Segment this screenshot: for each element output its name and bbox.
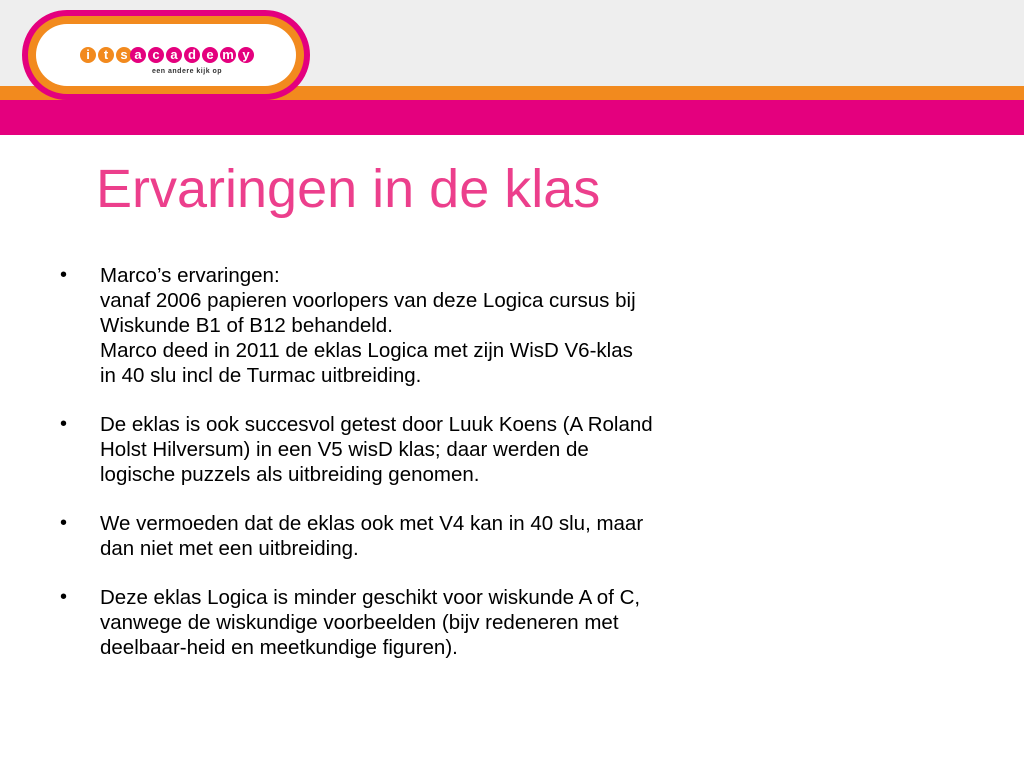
logo-letter: c — [148, 47, 164, 63]
its-academy-logo — [22, 10, 310, 100]
bullet-list — [60, 263, 820, 684]
logo-academy-word — [130, 47, 254, 63]
logo-letter: m — [220, 47, 236, 63]
bullet-symbol: • — [60, 264, 68, 286]
logo-its-word — [80, 47, 132, 63]
logo-letter: y — [238, 47, 254, 63]
bullet-symbol: • — [60, 413, 68, 435]
slide-title: Ervaringen in de klas — [96, 159, 601, 219]
logo-letter: a — [130, 47, 146, 63]
bullet-symbol: • — [60, 586, 68, 608]
pink-header-bar — [0, 100, 1024, 135]
logo-letter: s — [116, 47, 132, 63]
bullet-line: dan niet met een uitbreiding. — [100, 537, 359, 560]
bullet-line: vanwege de wiskundige voorbeelden (bijv redeneren met — [100, 611, 619, 634]
logo-letter: i — [80, 47, 96, 63]
logo-tagline: een andere kijk op — [152, 68, 223, 75]
bullet-line: vanaf 2006 papieren voorlopers van deze Logica cursus bij — [100, 289, 636, 312]
logo-letter: e — [202, 47, 218, 63]
bullet-symbol: • — [60, 512, 68, 534]
bullet-line: Holst Hilversum) in een V5 wisD klas; daar werden de — [100, 438, 589, 461]
bullet-line: We vermoeden dat de eklas ook met V4 kan in 40 slu, maar — [100, 512, 644, 535]
bullet-line: Marco’s ervaringen: — [100, 264, 280, 287]
bullet-line: De eklas is ook succesvol getest door Luuk Koens (A Roland — [100, 413, 653, 436]
logo-letter: t — [98, 47, 114, 63]
bullet-item — [60, 511, 820, 561]
bullet-item — [60, 263, 820, 388]
logo-letter: d — [184, 47, 200, 63]
bullet-line: deelbaar-heid en meetkundige figuren). — [100, 636, 458, 659]
bullet-line: Marco deed in 2011 de eklas Logica met zijn WisD V6-klas — [100, 339, 633, 362]
logo-letter: a — [166, 47, 182, 63]
logo-inner — [36, 24, 296, 86]
bullet-line: in 40 slu incl de Turmac uitbreiding. — [100, 364, 422, 387]
bullet-line: Deze eklas Logica is minder geschikt voor wiskunde A of C, — [100, 586, 641, 609]
bullet-item — [60, 412, 820, 487]
bullet-line: logische puzzels als uitbreiding genomen. — [100, 463, 480, 486]
bullet-item — [60, 585, 820, 660]
bullet-line: Wiskunde B1 of B12 behandeld. — [100, 314, 393, 337]
